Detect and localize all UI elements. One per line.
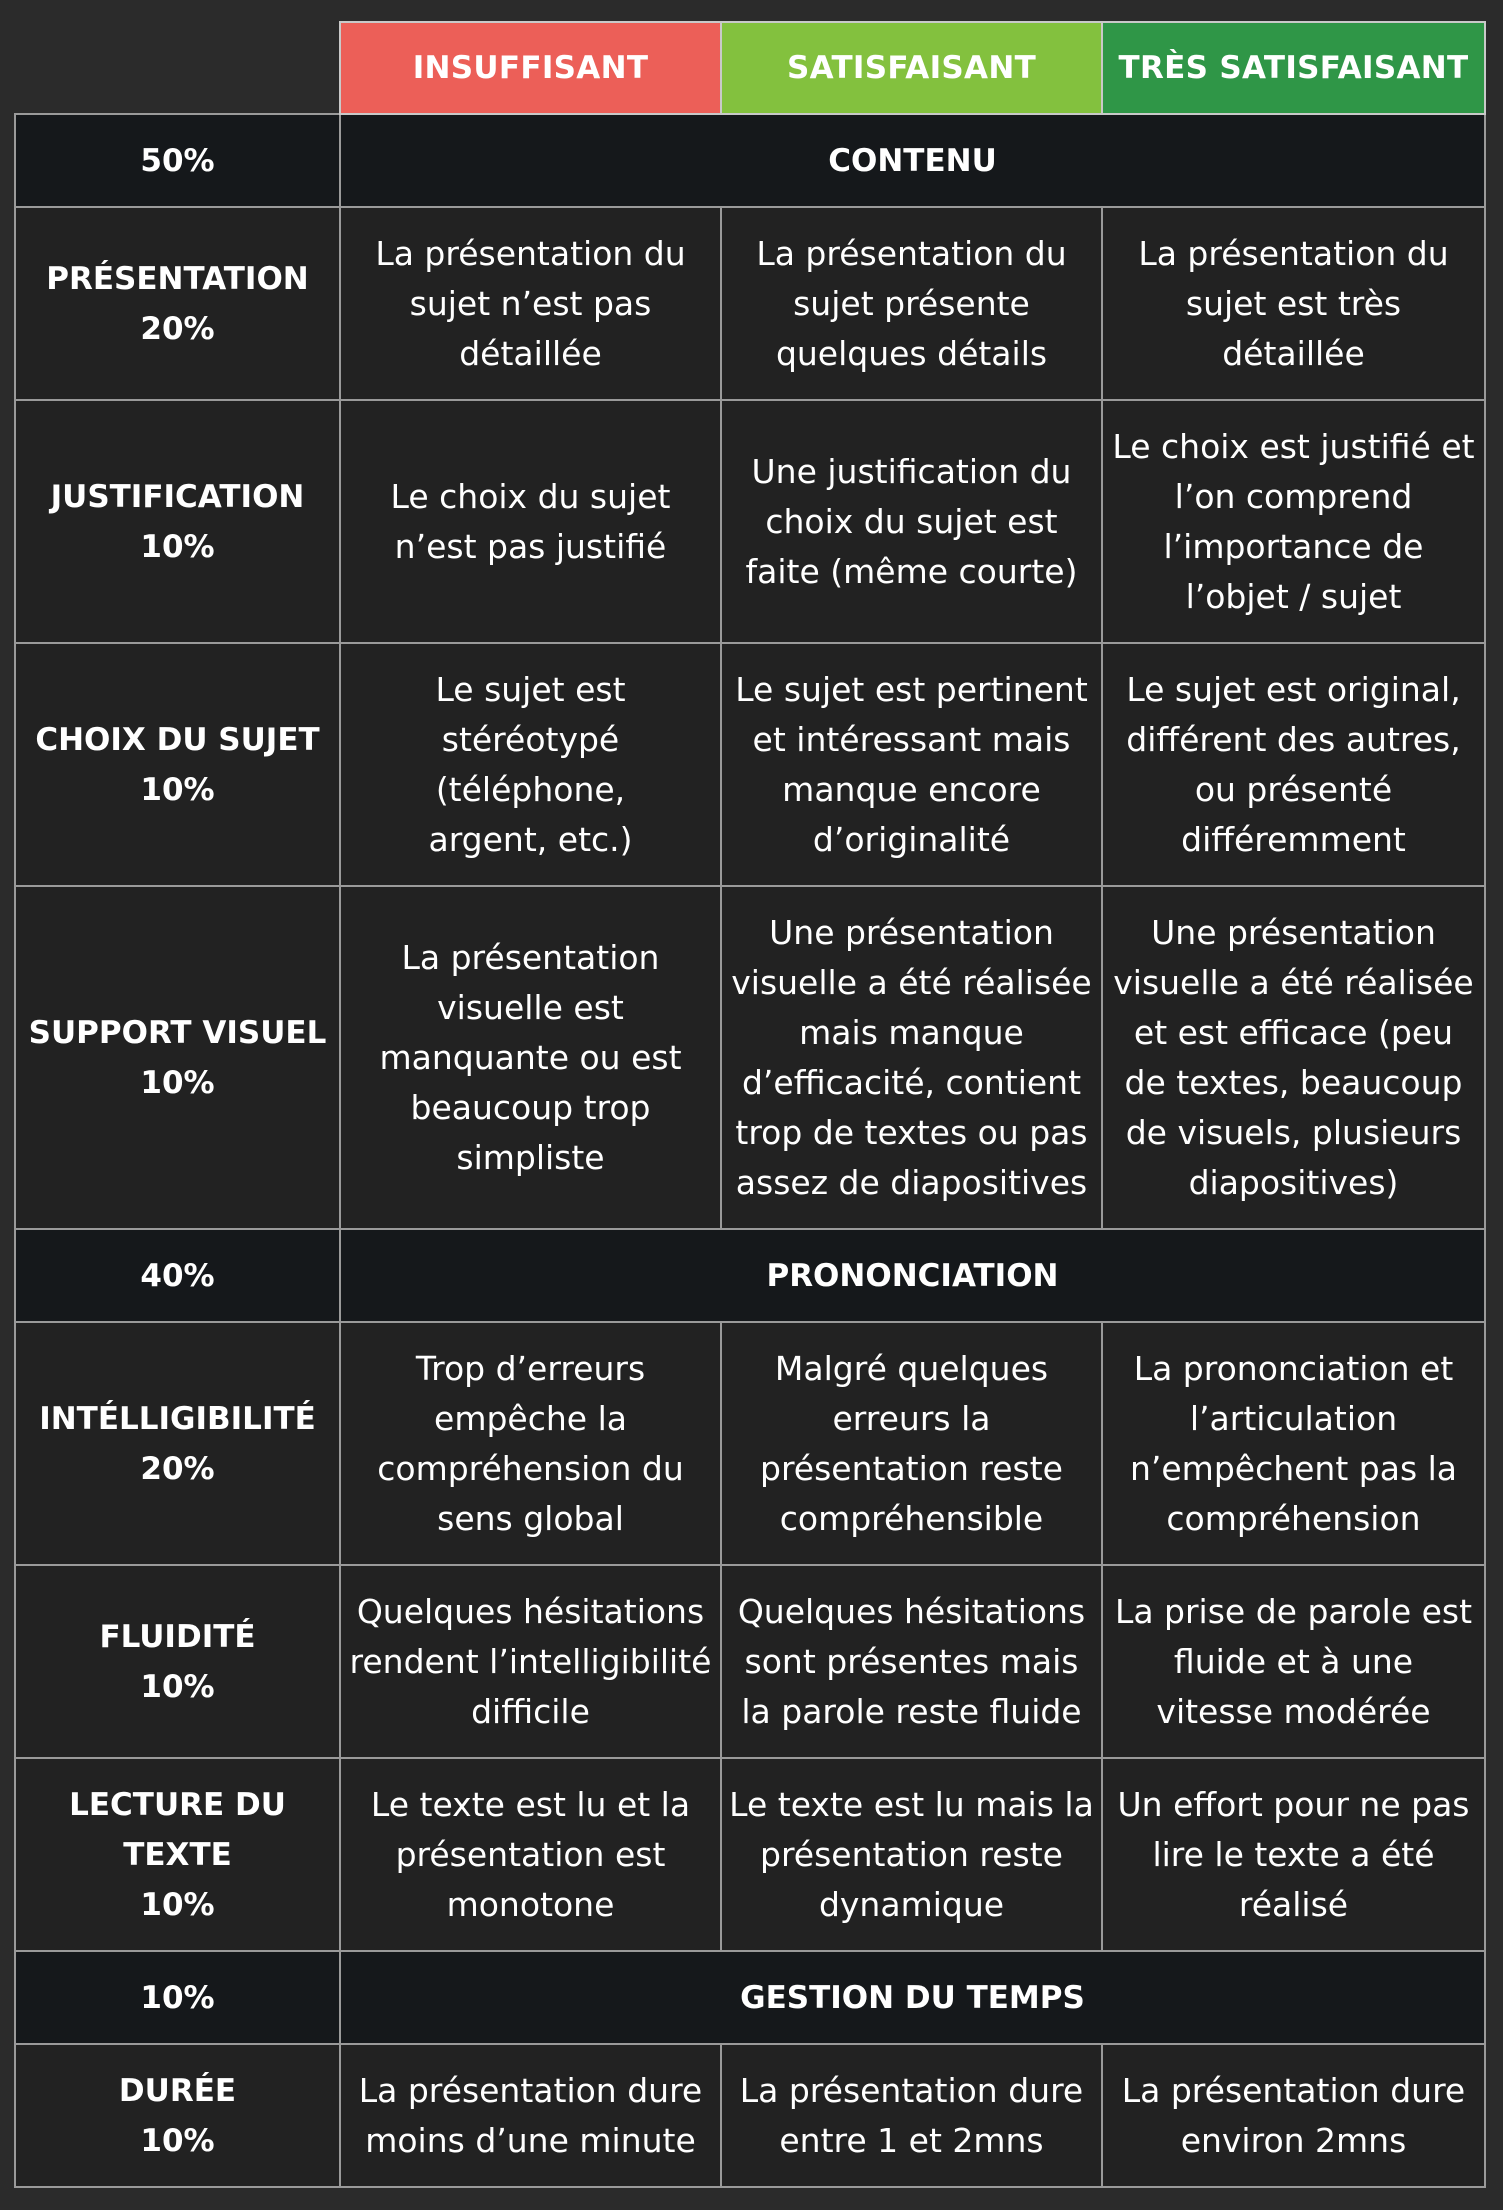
header-insuffisant: INSUFFISANT (340, 22, 721, 114)
criterion-name: PRÉSENTATION (46, 260, 309, 297)
cell-line: dynamique (818, 1884, 1005, 1924)
cell-line: d’efficacité, contient (741, 1062, 1082, 1102)
cell-line: lire le texte a été (1152, 1834, 1435, 1874)
cell-line: La présentation dure (358, 2070, 703, 2110)
cell-line: sujet présente (793, 283, 1030, 323)
cell-satisfaisant (721, 1565, 1102, 1758)
cell-line: la parole reste fluide (741, 1691, 1082, 1731)
cell-line: et est efficace (peu (1133, 1012, 1454, 1052)
cell-tres-satisfaisant (1102, 643, 1485, 886)
cell-line: faite (même courte) (745, 551, 1078, 591)
cell-line: différent des autres, (1126, 719, 1461, 759)
cell-line: Une justification du (751, 451, 1072, 491)
section-row-prononciation (15, 1229, 1485, 1322)
cell-line: Quelques hésitations (737, 1591, 1086, 1631)
criterion-row-fluidite (15, 1565, 1485, 1758)
cell-line: La présentation du (375, 233, 686, 273)
cell-line: La présentation dure (1121, 2070, 1466, 2110)
cell-line: sujet n’est pas (409, 283, 652, 323)
criterion-weight: 10% (140, 2122, 215, 2159)
cell-insuffisant (340, 1322, 721, 1565)
cell-line: sens global (437, 1498, 624, 1538)
criterion-weight: 10% (140, 771, 215, 808)
criterion-row-support-visuel (15, 886, 1485, 1229)
criterion-name: FLUIDITÉ (99, 1618, 256, 1655)
cell-line: Le choix du sujet (390, 476, 671, 516)
section-title: CONTENU (340, 114, 1485, 207)
criterion-name: DURÉE (118, 2072, 237, 2109)
cell-line: de visuels, plusieurs (1125, 1112, 1462, 1152)
criterion-label (15, 1758, 340, 1951)
cell-tres-satisfaisant (1102, 400, 1485, 643)
criterion-row-presentation (15, 207, 1485, 400)
cell-line: fluide et à une (1173, 1641, 1414, 1681)
cell-line: La présentation dure (739, 2070, 1084, 2110)
header-blank-cell (15, 22, 340, 114)
cell-line: compréhensible (779, 1498, 1044, 1538)
criterion-weight: 10% (140, 1064, 215, 1101)
cell-line: l’on comprend (1174, 476, 1413, 516)
cell-satisfaisant (721, 1322, 1102, 1565)
criterion-name: INTÉLLIGIBILITÉ (39, 1400, 316, 1437)
cell-line: n’empêchent pas la (1129, 1448, 1458, 1488)
cell-line: sujet est très (1185, 283, 1402, 323)
criterion-weight: 10% (140, 1668, 215, 1705)
cell-line: manquante ou est (379, 1037, 682, 1077)
cell-line: beaucoup trop (410, 1087, 651, 1127)
cell-line: simpliste (456, 1137, 605, 1177)
cell-line: entre 1 et 2mns (779, 2120, 1044, 2160)
evaluation-rubric-table (14, 21, 1486, 2188)
cell-line: trop de textes ou pas (735, 1112, 1088, 1152)
criterion-weight: 10% (140, 1886, 215, 1923)
cell-line: La prononciation et (1133, 1348, 1454, 1388)
criterion-label (15, 400, 340, 643)
cell-line: Une présentation (1151, 912, 1436, 952)
cell-tres-satisfaisant (1102, 1758, 1485, 1951)
cell-line: Le sujet est original, (1126, 669, 1461, 709)
cell-line: Le sujet est (435, 669, 626, 709)
cell-line: empêche la (434, 1398, 627, 1438)
cell-insuffisant (340, 1565, 721, 1758)
cell-line: La présentation (401, 937, 660, 977)
cell-line: différemment (1181, 819, 1406, 859)
cell-tres-satisfaisant (1102, 2044, 1485, 2187)
cell-line: moins d’une minute (365, 2120, 696, 2160)
criterion-name: JUSTIFICATION (50, 478, 305, 515)
cell-line: visuelle est (437, 987, 624, 1027)
criterion-row-justification (15, 400, 1485, 643)
header-satisfaisant: SATISFAISANT (721, 22, 1102, 114)
cell-line: La prise de parole est (1114, 1591, 1473, 1631)
cell-insuffisant (340, 2044, 721, 2187)
cell-line: d’originalité (812, 819, 1011, 859)
cell-line: présentation est (395, 1834, 666, 1874)
section-percent: 10% (15, 1951, 340, 2044)
section-percent: 40% (15, 1229, 340, 1322)
cell-satisfaisant (721, 643, 1102, 886)
criterion-label (15, 886, 340, 1229)
cell-line: détaillée (1222, 333, 1365, 373)
cell-line: quelques détails (775, 333, 1048, 373)
criterion-row-duree (15, 2044, 1485, 2187)
cell-line: n’est pas justifié (394, 526, 667, 566)
rubric-header-row (15, 22, 1485, 114)
cell-line: l’importance de (1163, 526, 1424, 566)
cell-insuffisant (340, 1758, 721, 1951)
header-tres-satisfaisant: TRÈS SATISFAISANT (1102, 22, 1485, 114)
cell-tres-satisfaisant (1102, 207, 1485, 400)
cell-line: Le texte est lu mais la (729, 1784, 1094, 1824)
criterion-label (15, 1322, 340, 1565)
cell-line: Quelques hésitations (356, 1591, 705, 1631)
cell-insuffisant (340, 207, 721, 400)
cell-line: Un effort pour ne pas (1117, 1784, 1470, 1824)
cell-tres-satisfaisant (1102, 1322, 1485, 1565)
cell-line: difficile (471, 1691, 590, 1731)
cell-satisfaisant (721, 400, 1102, 643)
cell-line: (téléphone, (435, 769, 626, 809)
cell-line: de textes, beaucoup (1124, 1062, 1463, 1102)
cell-line: détaillée (459, 333, 602, 373)
criterion-row-choix-du-sujet (15, 643, 1485, 886)
section-title: GESTION DU TEMPS (340, 1951, 1485, 2044)
criterion-weight: 20% (140, 1450, 215, 1487)
cell-line: diapositives) (1188, 1162, 1399, 1202)
cell-line: La présentation du (1138, 233, 1449, 273)
cell-line: et intéressant mais (752, 719, 1071, 759)
cell-line: erreurs la (832, 1398, 991, 1438)
cell-line: Le sujet est pertinent (735, 669, 1088, 709)
cell-line: Malgré quelques (774, 1348, 1049, 1388)
cell-line: La présentation du (756, 233, 1067, 273)
criterion-name: SUPPORT VISUEL (28, 1014, 327, 1051)
cell-line: l’objet / sujet (1185, 576, 1402, 616)
cell-satisfaisant (721, 886, 1102, 1229)
cell-line: monotone (446, 1884, 615, 1924)
criterion-label (15, 1565, 340, 1758)
cell-satisfaisant (721, 1758, 1102, 1951)
section-title: PRONONCIATION (340, 1229, 1485, 1322)
cell-satisfaisant (721, 207, 1102, 400)
cell-satisfaisant (721, 2044, 1102, 2187)
criterion-row-lecture-du-texte (15, 1758, 1485, 1951)
cell-line: compréhension (1166, 1498, 1421, 1538)
cell-line: vitesse modérée (1156, 1691, 1431, 1731)
cell-tres-satisfaisant (1102, 1565, 1485, 1758)
criterion-label (15, 643, 340, 886)
cell-insuffisant (340, 886, 721, 1229)
criterion-weight: 20% (140, 310, 215, 347)
cell-insuffisant (340, 643, 721, 886)
rubric-container (14, 21, 1486, 2188)
cell-line: environ 2mns (1180, 2120, 1407, 2160)
cell-line: assez de diapositives (735, 1162, 1088, 1202)
criterion-weight: 10% (140, 528, 215, 565)
criterion-label (15, 2044, 340, 2187)
cell-line: Trop d’erreurs (415, 1348, 646, 1388)
criterion-row-intelligibilite (15, 1322, 1485, 1565)
cell-insuffisant (340, 400, 721, 643)
section-row-contenu (15, 114, 1485, 207)
cell-line: Le choix est justifié et (1112, 426, 1475, 466)
cell-line: choix du sujet est (765, 501, 1058, 541)
cell-line: présentation reste (760, 1834, 1063, 1874)
cell-line: visuelle a été réalisée (731, 962, 1092, 1002)
cell-line: l’articulation (1189, 1398, 1398, 1438)
cell-line: stéréotypé (441, 719, 620, 759)
cell-line: rendent l’intelligibilité (349, 1641, 712, 1681)
criterion-name: LECTURE DU (69, 1786, 286, 1823)
cell-line: compréhension du (377, 1448, 684, 1488)
cell-line: visuelle a été réalisée (1113, 962, 1474, 1002)
cell-line: manque encore (782, 769, 1041, 809)
section-percent: 50% (15, 114, 340, 207)
cell-line: ou présenté (1194, 769, 1393, 809)
criterion-name: CHOIX DU SUJET (35, 721, 320, 758)
cell-line: réalisé (1238, 1884, 1349, 1924)
criterion-name: TEXTE (123, 1836, 232, 1873)
cell-line: présentation reste (760, 1448, 1063, 1488)
cell-line: Une présentation (769, 912, 1054, 952)
cell-tres-satisfaisant (1102, 886, 1485, 1229)
cell-line: mais manque (799, 1012, 1024, 1052)
cell-line: sont présentes mais (744, 1641, 1079, 1681)
section-row-gestion-du-temps (15, 1951, 1485, 2044)
cell-line: argent, etc.) (428, 819, 633, 859)
cell-line: Le texte est lu et la (370, 1784, 691, 1824)
criterion-label (15, 207, 340, 400)
